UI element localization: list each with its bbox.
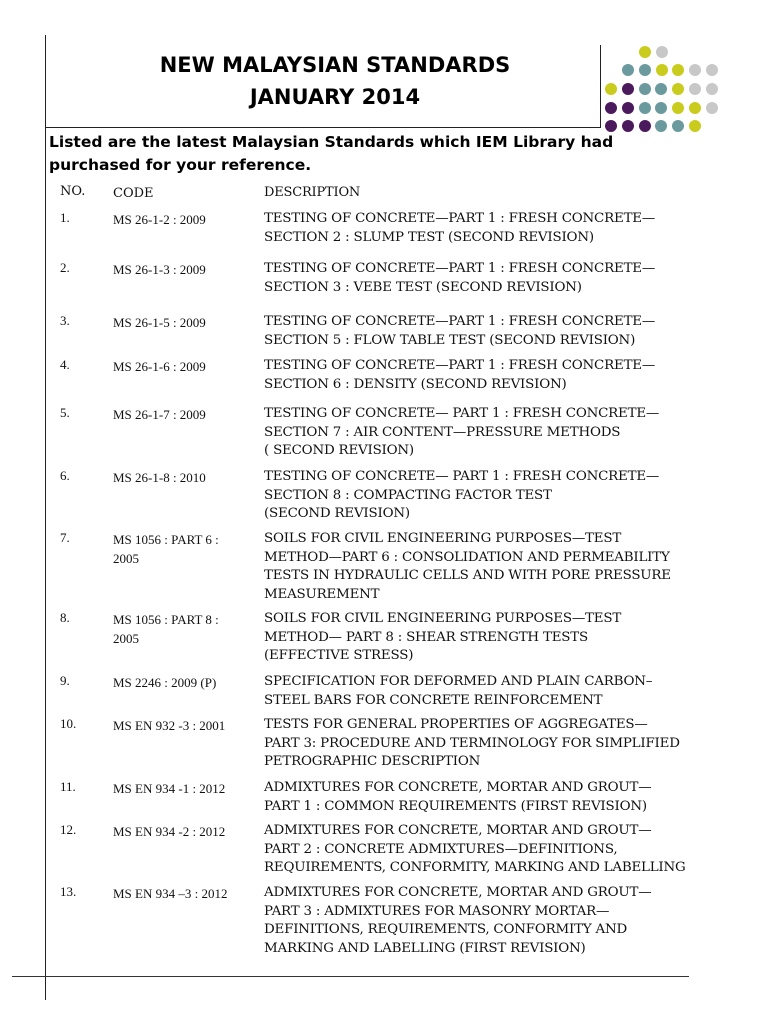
decorative-dot [639,64,651,76]
row-number: 8. [60,610,70,625]
row-description [264,468,704,524]
description-line: TESTING OF CONCRETE—PART 1 : FRESH CONCRETE— [264,261,656,276]
logo-divider [600,45,601,128]
row-number: 12. [60,822,77,837]
code-line: MS 26-1-6 : 2009 [113,359,206,374]
description-line: (SECOND REVISION) [264,506,410,522]
code-line: MS 1056 : PART 6 : [113,532,219,547]
row-description [264,884,704,958]
intro-line: purchased for your reference. [49,156,312,174]
row-code [113,313,258,332]
row-code [113,260,258,279]
header-description: DESCRIPTION [264,185,361,200]
code-line: 2005 [113,631,139,646]
row-number: 9. [60,673,70,688]
description-line: ( SECOND REVISION) [264,443,414,459]
row-description [264,357,704,394]
decorative-dot [672,64,684,76]
decorative-dot [689,120,701,132]
description-line: MEASUREMENT [264,586,380,602]
description-line: TESTING OF CONCRETE— PART 1 : FRESH CONCRETE— [264,406,660,421]
row-number: 6. [60,468,70,483]
intro-line: Listed are the latest Malaysian Standards which IEM Library had [49,133,614,151]
code-line: 2005 [113,551,139,566]
header-no: NO. [60,184,86,199]
description-line: METHOD—PART 6 : CONSOLIDATION AND PERMEABILITY [264,549,670,565]
code-line: MS 1056 : PART 8 : [113,612,219,627]
decorative-dot [706,83,718,95]
code-line: MS 26-1-2 : 2009 [113,212,206,227]
description-line: PART 3 : ADMIXTURES FOR MASONRY MORTAR— [264,903,610,919]
row-number: 2. [60,260,70,275]
decorative-dot [622,83,634,95]
description-line: SECTION 7 : AIR CONTENT—PRESSURE METHODS [264,424,621,440]
description-line: SECTION 3 : VEBE TEST (SECOND REVISION) [264,279,582,295]
description-line: DEFINITIONS, REQUIREMENTS, CONFORMITY AND [264,922,628,938]
description-line: TESTING OF CONCRETE—PART 1 : FRESH CONCRETE— [264,358,656,373]
row-number: 11. [60,779,76,794]
row-code [113,530,258,568]
code-line: MS 26-1-8 : 2010 [113,470,206,485]
row-number: 3. [60,313,70,328]
footer-rule [12,976,689,977]
description-line: (EFFECTIVE STRESS) [264,648,414,664]
decorative-dot [656,46,668,58]
row-code [113,210,258,229]
row-code [113,468,258,487]
row-code [113,822,258,841]
row-code [113,357,258,376]
decorative-dot [639,46,651,58]
row-code [113,716,258,735]
code-line: MS 2246 : 2009 (P) [113,675,217,690]
description-line: TESTS IN HYDRAULIC CELLS AND WITH PORE PRESSURE [264,568,671,584]
code-line: MS 26-1-3 : 2009 [113,262,206,277]
row-number: 1. [60,210,70,225]
description-line: SECTION 8 : COMPACTING FACTOR TEST [264,487,552,503]
decorative-dot [706,64,718,76]
description-line: ADMIXTURES FOR CONCRETE, MORTAR AND GROUT— [264,885,652,900]
description-line: SPECIFICATION FOR DEFORMED AND PLAIN CARBON– [264,674,653,689]
decorative-dot [689,64,701,76]
row-number: 10. [60,716,77,731]
row-code [113,610,258,648]
row-code [113,673,258,692]
decorative-dot [672,102,684,114]
description-line: PART 3: PROCEDURE AND TERMINOLOGY FOR SIMPLIFIED [264,735,680,751]
decorative-dot [655,102,667,114]
intro-text [49,131,649,177]
decorative-dot [605,102,617,114]
row-number: 4. [60,357,70,372]
row-number: 13. [60,884,77,899]
row-code [113,884,258,903]
code-line: MS EN 934 -2 : 2012 [113,824,226,839]
row-description [264,313,704,350]
description-line: TESTING OF CONCRETE— PART 1 : FRESH CONCRETE— [264,469,660,484]
decorative-dot [622,102,634,114]
description-line: ADMIXTURES FOR CONCRETE, MORTAR AND GROUT— [264,780,652,795]
row-description [264,779,704,816]
description-line: SOILS FOR CIVIL ENGINEERING PURPOSES—TEST [264,531,622,546]
row-description [264,530,704,604]
decorative-dot [639,102,651,114]
decorative-dot [672,120,684,132]
description-line: PETROGRAPHIC DESCRIPTION [264,754,481,770]
row-code [113,779,258,798]
decorative-dot [689,83,701,95]
description-line: SECTION 6 : DENSITY (SECOND REVISION) [264,376,567,392]
row-description [264,673,704,710]
decorative-dot [706,102,718,114]
code-line: MS 26-1-5 : 2009 [113,315,206,330]
page-subtitle: JANUARY 2014 [249,85,421,109]
decorative-dot [672,83,684,95]
description-line: MARKING AND LABELLING (FIRST REVISION) [264,940,586,956]
description-line: TESTS FOR GENERAL PROPERTIES OF AGGREGATES— [264,717,648,732]
description-line: METHOD— PART 8 : SHEAR STRENGTH TESTS [264,629,588,645]
row-number: 7. [60,530,70,545]
description-line: STEEL BARS FOR CONCRETE REINFORCEMENT [264,692,603,708]
row-description [264,610,704,666]
description-line: TESTING OF CONCRETE—PART 1 : FRESH CONCRETE— [264,314,656,329]
decorative-dot [622,64,634,76]
decorative-dot [655,120,667,132]
row-description [264,210,704,247]
header-code: CODE [113,186,154,201]
row-description [264,822,704,878]
left-margin-rule [45,35,46,1000]
row-code [113,405,258,424]
code-line: MS EN 932 -3 : 2001 [113,718,226,733]
row-number: 5. [60,405,70,420]
description-line: ADMIXTURES FOR CONCRETE, MORTAR AND GROUT— [264,823,652,838]
page-title: NEW MALAYSIAN STANDARDS [159,53,511,77]
decorative-dot [655,83,667,95]
row-description [264,405,704,461]
description-line: SECTION 2 : SLUMP TEST (SECOND REVISION) [264,229,594,245]
row-description [264,260,704,297]
description-line: PART 2 : CONCRETE ADMIXTURES—DEFINITIONS, [264,841,618,857]
row-description [264,716,704,772]
code-line: MS EN 934 -1 : 2012 [113,781,226,796]
code-line: MS 26-1-7 : 2009 [113,407,206,422]
decorative-dot [639,83,651,95]
description-line: REQUIREMENTS, CONFORMITY, MARKING AND LABELLING [264,860,686,876]
description-line: TESTING OF CONCRETE—PART 1 : FRESH CONCRETE— [264,211,656,226]
code-line: MS EN 934 –3 : 2012 [113,886,228,901]
description-line: SECTION 5 : FLOW TABLE TEST (SECOND REVISION) [264,332,636,348]
decorative-dot [689,102,701,114]
decorative-dot [605,83,617,95]
description-line: PART 1 : COMMON REQUIREMENTS (FIRST REVISION) [264,798,647,814]
description-line: SOILS FOR CIVIL ENGINEERING PURPOSES—TEST [264,611,622,626]
decorative-dot [656,64,668,76]
header-divider [45,127,600,128]
